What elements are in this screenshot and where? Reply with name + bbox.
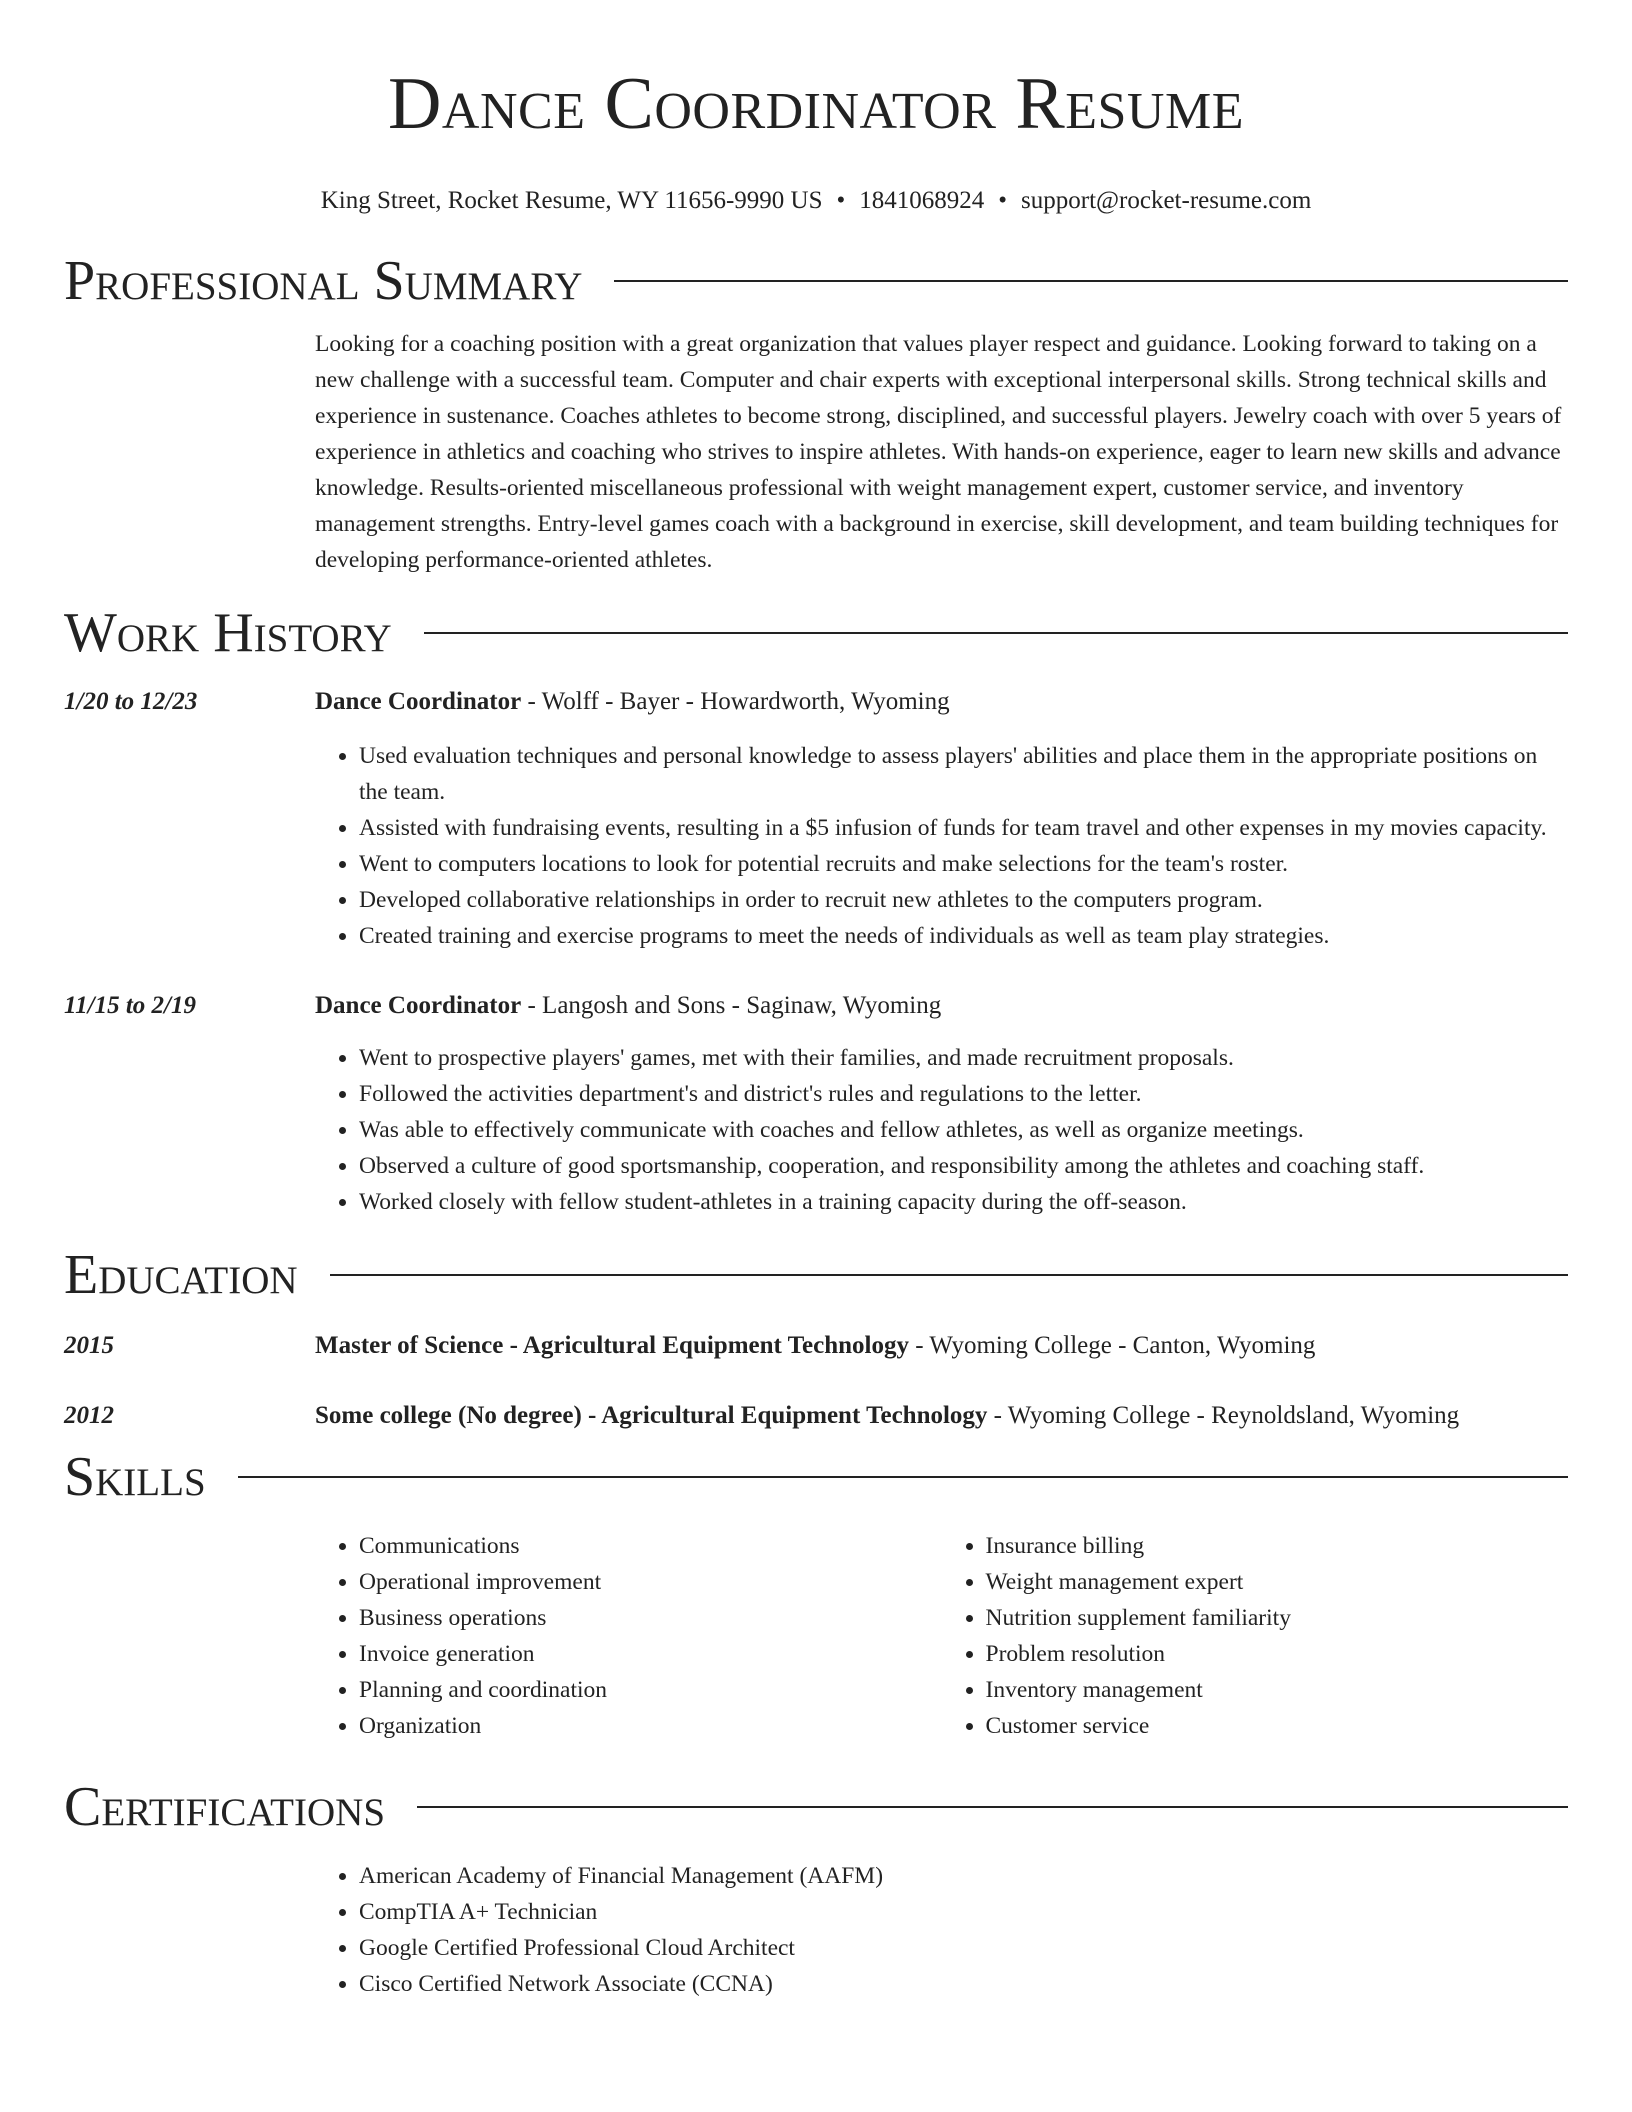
education-heading: Education (64, 1244, 298, 1306)
contact-address: King Street, Rocket Resume, WY 11656-9990 US (320, 187, 823, 214)
list-item: • Inventory management (986, 1672, 1569, 1708)
job-dates: 11/15 to 2/19 (64, 992, 196, 1019)
job-details: - Langosh and Sons - Saginaw, Wyoming (521, 992, 942, 1019)
job-bullets-container (315, 738, 1568, 954)
job-title: Dance Coordinator (315, 992, 522, 1019)
list-item: • Google Certified Professional Cloud Architect (359, 1930, 1568, 1966)
education-details: - Wyoming College - Reynoldsland, Wyoming (987, 1402, 1460, 1429)
education-header (64, 1240, 1568, 1310)
work-header (64, 598, 1568, 668)
education-heading-line (315, 1398, 1568, 1434)
list-item: • Developed collaborative relationships in order to recruit new athletes to the computers program. (359, 882, 1568, 918)
list-item: • Organization (359, 1708, 942, 1744)
certifications-container (315, 1858, 1568, 2002)
work-section (64, 598, 1568, 1220)
list-item: • Cisco Certified Network Associate (CCNA) (359, 1966, 1568, 2002)
skills-list-right (942, 1528, 1569, 1744)
list-item: • Used evaluation techniques and personal knowledge to assess players' abilities and place them in the appropriate positions on the team. (359, 738, 1568, 810)
certifications-section (64, 1772, 1568, 2002)
contact-phone: 1841068924 (859, 187, 985, 214)
job-bullets (315, 738, 1568, 954)
education-year: 2015 (64, 1332, 114, 1359)
job-details: - Wolff - Bayer - Howardworth, Wyoming (521, 688, 950, 715)
list-item: • Was able to effectively communicate with coaches and fellow athletes, as well as organize meetings. (359, 1112, 1568, 1148)
contact-separator: • (836, 187, 846, 214)
section-divider (424, 632, 1568, 634)
skills-grid (315, 1528, 1568, 1744)
list-item: • Observed a culture of good sportsmanship, cooperation, and responsibility among the athletes and coaching staff. (359, 1148, 1568, 1184)
summary-heading: Professional Summary (64, 250, 583, 312)
skills-spacer (64, 1528, 315, 1744)
work-heading: Work History (64, 602, 392, 664)
contact-separator: • (998, 187, 1008, 214)
job-spacer (64, 1040, 315, 1220)
job-entry (64, 684, 1568, 954)
education-degree: Some college (No degree) - Agricultural Equipment Technology (315, 1402, 988, 1429)
job-heading (315, 684, 1568, 720)
list-item: • Assisted with fundraising events, resulting in a $5 infusion of funds for team travel and other expenses in my movies capacity. (359, 810, 1568, 846)
section-divider (330, 1274, 1568, 1276)
skills-row (64, 1528, 1568, 1744)
resume-title: Dance Coordinator Resume (387, 63, 1244, 145)
list-item: • Went to computers locations to look for potential recruits and make selections for the team's roster. (359, 846, 1568, 882)
job-entry (64, 988, 1568, 1220)
job-title: Dance Coordinator (315, 688, 522, 715)
certifications-row (64, 1858, 1568, 2002)
job-header-row (64, 684, 1568, 720)
job-bullets-container (315, 1040, 1568, 1220)
education-heading-line (315, 1328, 1568, 1364)
list-item: • American Academy of Financial Management (AAFM) (359, 1858, 1568, 1894)
certifications-spacer (64, 1858, 315, 2002)
list-item: • Created training and exercise programs to meet the needs of individuals as well as team play strategies. (359, 918, 1568, 954)
list-item: • CompTIA A+ Technician (359, 1894, 1568, 1930)
list-item: • Worked closely with fellow student-athletes in a training capacity during the off-season. (359, 1184, 1568, 1220)
list-item: • Operational improvement (359, 1564, 942, 1600)
summary-header (64, 246, 1568, 316)
summary-section (64, 246, 1568, 578)
section-divider (238, 1476, 1568, 1478)
list-item: • Business operations (359, 1600, 942, 1636)
list-item: • Nutrition supplement familiarity (986, 1600, 1569, 1636)
skills-heading: Skills (64, 1446, 206, 1508)
contact-email: support@rocket-resume.com (1021, 187, 1312, 214)
list-item: • Invoice generation (359, 1636, 942, 1672)
list-item: • Followed the activities department's and district's rules and regulations to the letter. (359, 1076, 1568, 1112)
certifications-header (64, 1772, 1568, 1842)
list-item: • Problem resolution (986, 1636, 1569, 1672)
job-bullets-row (64, 738, 1568, 954)
list-item: • Communications (359, 1528, 942, 1564)
job-heading (315, 988, 1568, 1024)
list-item: • Planning and coordination (359, 1672, 942, 1708)
education-section (64, 1240, 1568, 1434)
list-item: • Customer service (986, 1708, 1569, 1744)
job-bullets-row (64, 1040, 1568, 1220)
list-item: • Went to prospective players' games, met with their families, and made recruitment proposals. (359, 1040, 1568, 1076)
contact-line (64, 184, 1568, 218)
job-header-row (64, 988, 1568, 1024)
skills-list-left (315, 1528, 942, 1744)
job-spacer (64, 738, 315, 954)
education-details: - Wyoming College - Canton, Wyoming (908, 1332, 1316, 1359)
summary-text: Looking for a coaching position with a great organization that values player respect and guidance. Looking forward to taking on a new challenge with a successful team. Computer and chair experts with exceptional interpersonal skills. Strong technical skills and experience in sustenance. Coaches athletes to become strong, disciplined, and successful players. Jewelry coach with over 5 years of experience in athletics and coaching who strives to inspire athletes. With hands-on experience, eager to learn new skills and advance knowledge. Results-oriented miscellaneous professional with weight management expert, customer service, and inventory management strengths. Entry-level games coach with a background in exercise, skill development, and team building techniques for developing performance-oriented athletes. (315, 331, 1562, 573)
education-entry (64, 1398, 1568, 1434)
summary-spacer (64, 326, 315, 578)
education-entry (64, 1328, 1568, 1364)
list-item: • Insurance billing (986, 1528, 1569, 1564)
section-divider (417, 1806, 1568, 1808)
education-degree: Master of Science - Agricultural Equipment Technology (315, 1332, 909, 1359)
certifications-list (315, 1858, 1568, 2002)
list-item: • Weight management expert (986, 1564, 1569, 1600)
summary-row (64, 326, 1568, 578)
job-dates: 1/20 to 12/23 (64, 688, 198, 715)
skills-section (64, 1442, 1568, 1744)
education-year: 2012 (64, 1402, 114, 1429)
skills-header (64, 1442, 1568, 1512)
certifications-heading: Certifications (64, 1776, 386, 1838)
job-bullets (315, 1040, 1568, 1220)
section-divider (614, 280, 1568, 282)
